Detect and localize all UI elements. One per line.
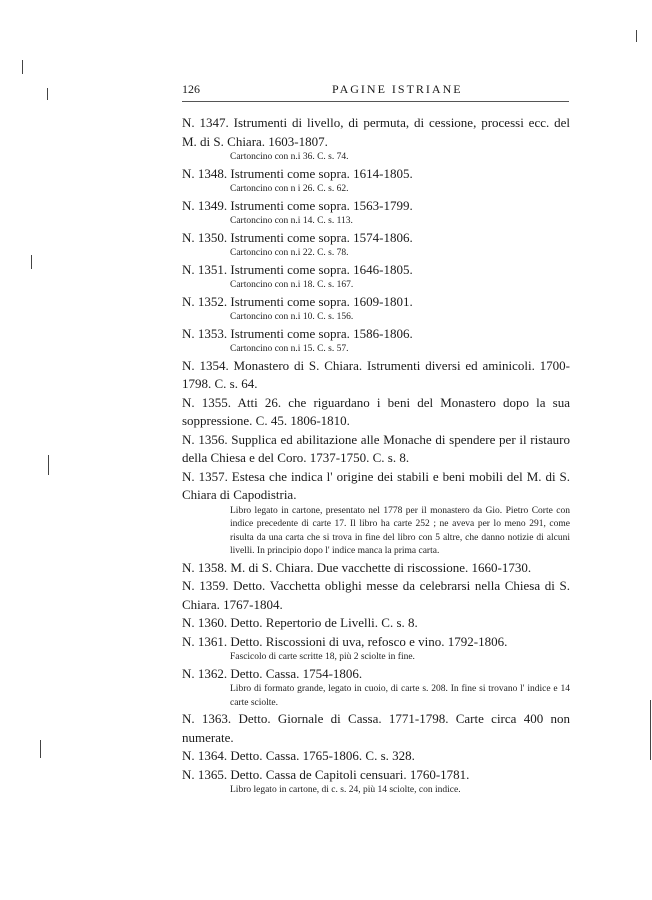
catalog-entry <box>182 197 570 229</box>
catalog-entry <box>182 114 570 165</box>
entry-number: N. 1358. <box>182 559 228 575</box>
entry-title: Istrumenti come sopra. 1609-1801. <box>230 293 413 309</box>
entry-number: N. 1364. <box>182 748 228 763</box>
entry-heading <box>182 229 570 248</box>
entry-title: Istrumenti di livello, di permuta, di cessione, processi ecc. del M. di S. Chiara. 1603-1807. <box>182 115 571 149</box>
entry-heading <box>182 261 570 280</box>
entry-number: N. 1348. <box>182 165 228 181</box>
entry-heading <box>182 293 570 312</box>
entry-heading <box>182 633 570 652</box>
entry-heading <box>182 710 570 747</box>
entry-title: Detto. Cassa. 1754-1806. <box>230 665 363 681</box>
entry-title: Supplica ed abilitazione alle Monache di spendere per il ristauro della Chiesa e del Coro. 1737-1750. C. s. 8. <box>182 431 570 465</box>
catalog-entry <box>182 710 570 747</box>
entry-title: Detto. Repertorio de Livelli. C. s. 8. <box>230 615 418 630</box>
entry-title: Istrumenti come sopra. 1646-1805. <box>230 261 413 277</box>
catalog-entry <box>182 665 570 711</box>
entry-heading <box>182 577 570 614</box>
entry-heading <box>182 357 570 394</box>
entry-note: Libro legato in cartone, di c. s. 24, più 14 sciolte, con indice. <box>230 785 461 795</box>
catalog-entry <box>182 614 570 633</box>
entry-number: N. 1360. <box>182 615 228 630</box>
running-title: PAGINE ISTRIANE <box>332 82 463 96</box>
entry-title: Istrumenti come sopra. 1563-1799. <box>230 197 413 213</box>
entry-number: N. 1353. <box>182 325 228 341</box>
entry-number: N. 1361. <box>182 633 228 649</box>
catalog-entry <box>182 394 570 431</box>
entry-note: Cartoncino con n.i 15. C. s. 57. <box>230 344 349 354</box>
entry-note: Cartoncino con n.i 22. C. s. 78. <box>230 248 349 258</box>
entry-title: Detto. Cassa de Capitoli censuari. 1760-1781. <box>230 766 470 782</box>
entry-title: Detto. Riscossioni di uva, refosco e vino. 1792-1806. <box>230 633 508 649</box>
catalog-entry <box>182 577 570 614</box>
catalog-entry <box>182 229 570 261</box>
entry-note: Libro di formato grande, legato in cuoio, di carte s. 208. In fine si trovano l' indice e 14 carte sciolte. <box>230 684 570 708</box>
entry-note: Libro legato in cartone, presentato nel 1778 per il monastero da Gio. Pietro Corte con indice precedente di carte 17. Il libro ha carte 252 ; ne aveva per lo meno 291, come risulta da una carta che si trova in fine del libro con 5 altre, che danno notizie di alcuni livelli. In principio dopo l' indice manca la prima carta. <box>230 505 570 556</box>
entry-number: N. 1347. <box>182 115 229 130</box>
catalog-entry <box>182 357 570 394</box>
scan-edge-mark <box>48 455 49 475</box>
entry-title: Detto. Cassa. 1765-1806. C. s. 328. <box>230 748 415 763</box>
scan-edge-mark <box>31 255 32 269</box>
entry-heading <box>182 394 570 431</box>
entry-number: N. 1365. <box>182 766 228 782</box>
entry-number: N. 1349. <box>182 197 228 213</box>
entry-title: Atti 26. che riguardano i beni del Monastero dopo la sua soppressione. C. 45. 1806-1810. <box>182 394 570 428</box>
entry-heading <box>182 114 570 151</box>
entry-heading <box>182 325 570 344</box>
page-number: 126 <box>182 82 200 96</box>
entry-heading <box>182 766 570 785</box>
entry-number: N. 1351. <box>182 261 228 277</box>
entry-number: N. 1352. <box>182 293 228 309</box>
entry-note: Cartoncino con n.i 36. C. s. 74. <box>230 152 349 162</box>
entry-number: N. 1363. <box>182 711 232 726</box>
catalog-entry <box>182 468 570 559</box>
scan-edge-mark <box>22 60 23 74</box>
entry-number: N. 1362. <box>182 665 228 681</box>
entry-heading <box>182 559 570 578</box>
catalog-entry <box>182 633 570 665</box>
catalog-entry <box>182 431 570 468</box>
catalog-entry <box>182 559 570 578</box>
entry-title: Istrumenti come sopra. 1574-1806. <box>230 229 413 245</box>
entry-heading <box>182 431 570 468</box>
entry-heading <box>182 665 570 684</box>
entry-heading <box>182 197 570 216</box>
entry-title: Istrumenti come sopra. 1614-1805. <box>230 165 413 181</box>
entry-heading <box>182 468 570 505</box>
entry-note: Cartoncino con n.i 14. C. s. 113. <box>230 216 353 226</box>
entry-number: N. 1359. <box>182 578 229 593</box>
catalog-entries <box>182 114 570 798</box>
entry-note: Cartoncino con n i 26. C. s. 62. <box>230 184 349 194</box>
entry-number: N. 1355. <box>182 394 232 410</box>
catalog-entry <box>182 165 570 197</box>
catalog-entry <box>182 747 570 766</box>
entry-number: N. 1357. <box>182 468 228 484</box>
scan-edge-mark <box>636 30 637 42</box>
running-header <box>182 82 568 100</box>
header-rule <box>182 101 569 102</box>
entry-number: N. 1354. <box>182 357 229 373</box>
entry-note: Cartoncino con n.i 18. C. s. 167. <box>230 280 354 290</box>
entry-title: Istrumenti come sopra. 1586-1806. <box>230 325 413 341</box>
entry-title: Monastero di S. Chiara. Istrumenti diversi ed aminicoli. 1700-1798. C. s. 64. <box>182 357 571 391</box>
entry-title: M. di S. Chiara. Due vacchette di riscossione. 1660-1730. <box>230 559 532 575</box>
scan-edge-mark <box>650 700 651 760</box>
scan-edge-mark <box>47 88 48 100</box>
catalog-entry <box>182 325 570 357</box>
scan-edge-mark <box>40 740 41 758</box>
entry-note: Cartoncino con n.i 10. C. s. 156. <box>230 312 354 322</box>
entry-heading <box>182 165 570 184</box>
entry-title: Detto. Giornale di Cassa. 1771-1798. Carte circa 400 non numerate. <box>182 711 570 745</box>
catalog-entry <box>182 766 570 798</box>
entry-title: Detto. Vacchetta oblighi messe da celebrarsi nella Chiesa di S. Chiara. 1767-1804. <box>182 578 570 612</box>
entry-title: Estesa che indica l' origine dei stabili e beni mobili del M. di S. Chiara di Capodistria. <box>182 468 570 502</box>
entry-heading <box>182 614 570 633</box>
entry-number: N. 1356. <box>182 431 228 447</box>
entry-note: Fascicolo di carte scritte 18, più 2 sciolte in fine. <box>230 652 415 662</box>
catalog-entry <box>182 293 570 325</box>
entry-heading <box>182 747 570 766</box>
entry-number: N. 1350. <box>182 229 228 245</box>
catalog-entry <box>182 261 570 293</box>
